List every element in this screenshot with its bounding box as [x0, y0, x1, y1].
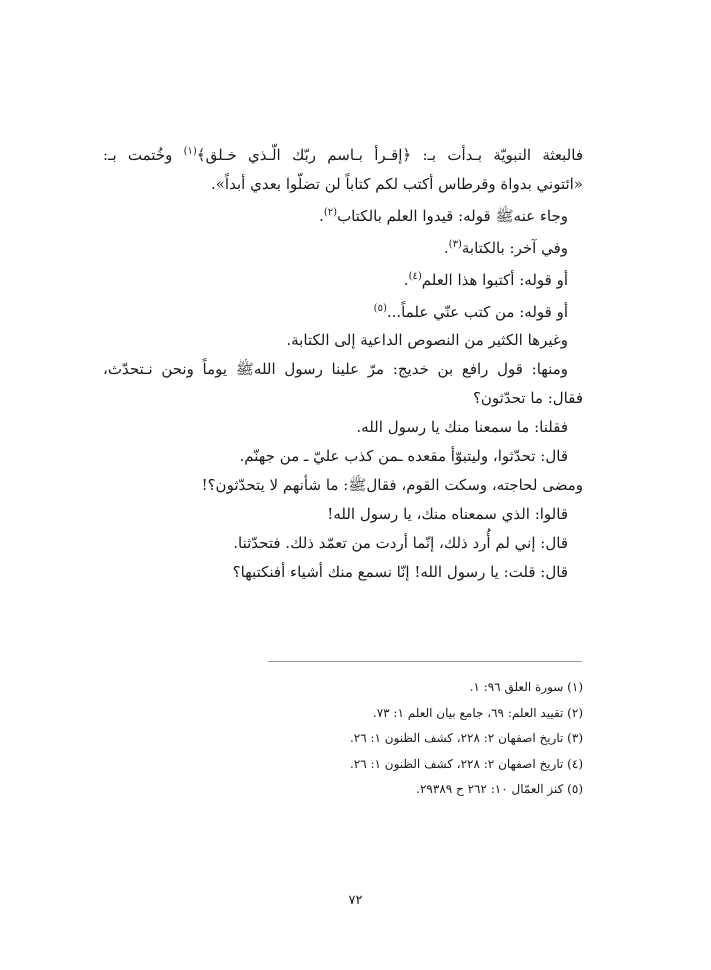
paragraph-9: قال: تحدّثوا، وليتبوّأ مقعده ـمن كذب عليّ ـ من جهنّم. [239, 447, 568, 466]
footnote-3: (٣) تاريخ اصفهان ٢: ٢٢٨، كشف الظنون ١: ٢٦. [349, 731, 583, 746]
paragraph-11: قالوا: الذي سمعناه منك، يا رسول الله! [327, 504, 568, 523]
main-text [103, 138, 583, 587]
footnote-ref-1: (١) [183, 146, 197, 157]
footnote-ref-2: (٢) [323, 206, 338, 218]
paragraph-4-text: أو قوله: أكتبوا هذا العلم [421, 270, 568, 289]
paragraph-5-text: أو قوله: من كتب عنّي علماً... [386, 302, 568, 321]
footnote-1: (١) سورة العلق ٩٦: ١. [469, 680, 583, 694]
paragraph-4 [103, 263, 583, 295]
paragraph-12: قال: إني لم أُرد ذلك، إنّما أردت من تعمّد ذلك. فتحدّثنا. [233, 533, 568, 552]
footnote-ref-5: (٥) [373, 302, 387, 314]
paragraph-3-end: . [443, 238, 449, 257]
footnote-divider [268, 661, 582, 662]
paragraph-8: فقلنا: ما سمعنا منك يا رسول الله. [356, 418, 568, 437]
paragraph-5 [103, 295, 583, 327]
paragraph-4-end: . [403, 270, 409, 289]
paragraph-1-line-1 [103, 138, 583, 170]
paragraph-6: وغيرها الكثير من النصوص الداعية إلى الكتابة. [286, 331, 568, 350]
paragraph-7-line-1: ومنها: قول رافع بن خديج: مرّ علينا رسول اللهﷺ يوماً ونحن نـتحدّث، [103, 360, 568, 379]
footnote-4: (٤) تاريخ اصفهان ٢: ٢٢٨، كشف الظنون ١: ٢٦. [349, 756, 583, 771]
paragraph-3-text: وفي آخر: بالكتابة [461, 238, 568, 257]
footnote-5: (٥) كنز العمّال ١٠: ٢٦٢ ح ٢٩٣٨٩. [416, 782, 583, 797]
paragraph-3 [103, 231, 583, 263]
footnote-ref-4: (٤) [408, 270, 422, 282]
paragraph-2-end: . [319, 206, 324, 225]
paragraph-2-text: وجاء عنهﷺ قوله: قيدوا العلم بالكتاب [337, 206, 568, 225]
footnote-2: (٢) تقييد العلم: ٦٩، جامع بيان العلم ١: ٧٣. [372, 705, 583, 720]
paragraph-7-line-2: فقال: ما تحدّثون؟ [472, 389, 583, 408]
paragraph-1-text: فالبعثة النبويّة بـدأت بـ: ﴿إقـرأ بـاسم ربّك الّـذي خـلق﴾ [196, 146, 583, 164]
paragraph-10: ومضى لحاجته، وسكت القوم، فقالﷺ: ما شأنهم لا يتحدّثون؟! [201, 475, 583, 494]
paragraph-1-text-end: وخُتمت بـ: [103, 146, 184, 164]
page-number: ٧٢ [348, 893, 363, 908]
footnote-ref-3: (٣) [448, 238, 462, 250]
paragraph-2 [103, 199, 583, 231]
paragraph-13: قال: قلت: يا رسول الله! إنّا نسمع منك أشياء أفنكتبها؟ [232, 562, 568, 581]
paragraph-1-line-2: «ائتوني بدواة وقرطاس أكتب لكم كتاباً لن تضلّوا بعدي أبداً». [210, 174, 583, 193]
footnotes [223, 675, 583, 803]
